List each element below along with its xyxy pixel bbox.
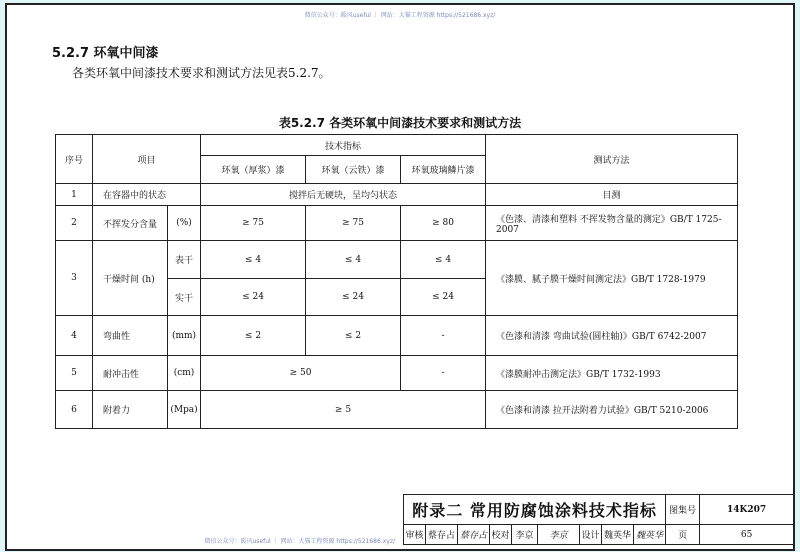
checker-signature: 李京 [538, 525, 580, 545]
row-method: 《漆膜耐冲击测定法》GB/T 1732-1993 [486, 356, 738, 391]
row-unit: (%) [168, 206, 201, 241]
section-intro: 各类环氧中间漆技术要求和测试方法见表5.2.7。 [72, 66, 331, 80]
row-value: ≤ 4 [201, 241, 306, 279]
row-method: 目测 [486, 184, 738, 206]
header-seq: 序号 [56, 135, 93, 184]
row-item: 耐冲击性 [93, 356, 168, 391]
page-label: 页 [666, 525, 700, 545]
header-tech: 技术指标 [201, 135, 486, 156]
row-seq: 2 [56, 206, 93, 241]
item-label: 干燥时间 [103, 274, 140, 285]
row-value: ≤ 24 [201, 279, 306, 316]
row-method: 《色漆、清漆和塑料 不挥发物含量的测定》GB/T 1725-2007 [486, 206, 738, 241]
spec-table [55, 134, 738, 429]
reviewer-signature: 蔡存占 [458, 525, 490, 545]
section-heading: 5.2.7 环氧中间漆 [52, 46, 159, 61]
table-row [56, 206, 738, 241]
row-item: 弯曲性 [93, 316, 168, 356]
row-value: - [401, 316, 486, 356]
row-unit: (Mpa) [168, 391, 201, 429]
table-row [56, 316, 738, 356]
row-seq: 4 [56, 316, 93, 356]
row-value: ≤ 2 [201, 316, 306, 356]
header-row [56, 135, 738, 156]
row-value: ≤ 4 [306, 241, 401, 279]
row-seq: 1 [56, 184, 93, 206]
table-row [56, 241, 738, 279]
row-value: ≤ 2 [306, 316, 401, 356]
drawing-title: 附录二 常用防腐蚀涂料技术指标 [404, 495, 666, 525]
row-value: 搅拌后无硬块，呈均匀状态 [201, 184, 486, 206]
design-label: 设计 [580, 525, 602, 545]
row-method: 《色漆和清漆 拉开法附着力试验》GB/T 5210-2006 [486, 391, 738, 429]
review-label: 审核 [404, 525, 426, 545]
row-seq: 3 [56, 241, 93, 316]
header-col3: 环氧玻璃鳞片漆 [401, 156, 486, 184]
row-value: ≤ 4 [401, 241, 486, 279]
atlas-number: 14K207 [700, 495, 794, 525]
header-method: 测试方法 [486, 135, 738, 184]
table-row [56, 356, 738, 391]
table-row [56, 391, 738, 429]
row-value: ≥ 50 [201, 356, 401, 391]
title-block [403, 494, 794, 545]
header-col2: 环氧（云铁）漆 [306, 156, 401, 184]
row-subitem: 表干 [168, 241, 201, 279]
watermark-top: 微信公众号：暖风useful ｜ 网站：大猫工程资源 https://521686.xyz/ [304, 12, 496, 19]
row-method: 《漆膜、腻子膜干燥时间测定法》GB/T 1728-1979 [486, 241, 738, 316]
watermark-bottom: 微信公众号：暖风useful ｜ 网站：大猫工程资源 https://521686.xyz/ [204, 538, 395, 545]
designer-name: 魏英华 [602, 525, 634, 545]
row-subitem: 实干 [168, 279, 201, 316]
row-seq: 6 [56, 391, 93, 429]
row-method: 《色漆和清漆 弯曲试验(圆柱轴)》GB/T 6742-2007 [486, 316, 738, 356]
row-value: - [401, 356, 486, 391]
row-value: ≥ 75 [201, 206, 306, 241]
checker-name: 李京 [512, 525, 538, 545]
table-caption: 表5.2.7 各类环氧中间漆技术要求和测试方法 [278, 116, 522, 130]
page-number: 65 [700, 525, 794, 545]
row-seq: 5 [56, 356, 93, 391]
header-col1: 环氧（厚浆）漆 [201, 156, 306, 184]
check-label: 校对 [490, 525, 512, 545]
row-item: 附着力 [93, 391, 168, 429]
designer-signature: 魏英华 [634, 525, 666, 545]
row-unit: (mm) [168, 316, 201, 356]
row-value: ≥ 80 [401, 206, 486, 241]
atlas-label: 图集号 [666, 495, 700, 525]
row-item: 不挥发分含量 [93, 206, 168, 241]
header-item: 项目 [93, 135, 201, 184]
row-value: ≤ 24 [306, 279, 401, 316]
row-item [93, 241, 168, 316]
row-unit: (h) [141, 274, 155, 285]
row-unit: (cm) [168, 356, 201, 391]
table-row [56, 184, 738, 206]
row-item: 在容器中的状态 [93, 184, 201, 206]
row-value: ≥ 75 [306, 206, 401, 241]
reviewer-name: 蔡存占 [426, 525, 458, 545]
row-value: ≤ 24 [401, 279, 486, 316]
row-value: ≥ 5 [201, 391, 486, 429]
